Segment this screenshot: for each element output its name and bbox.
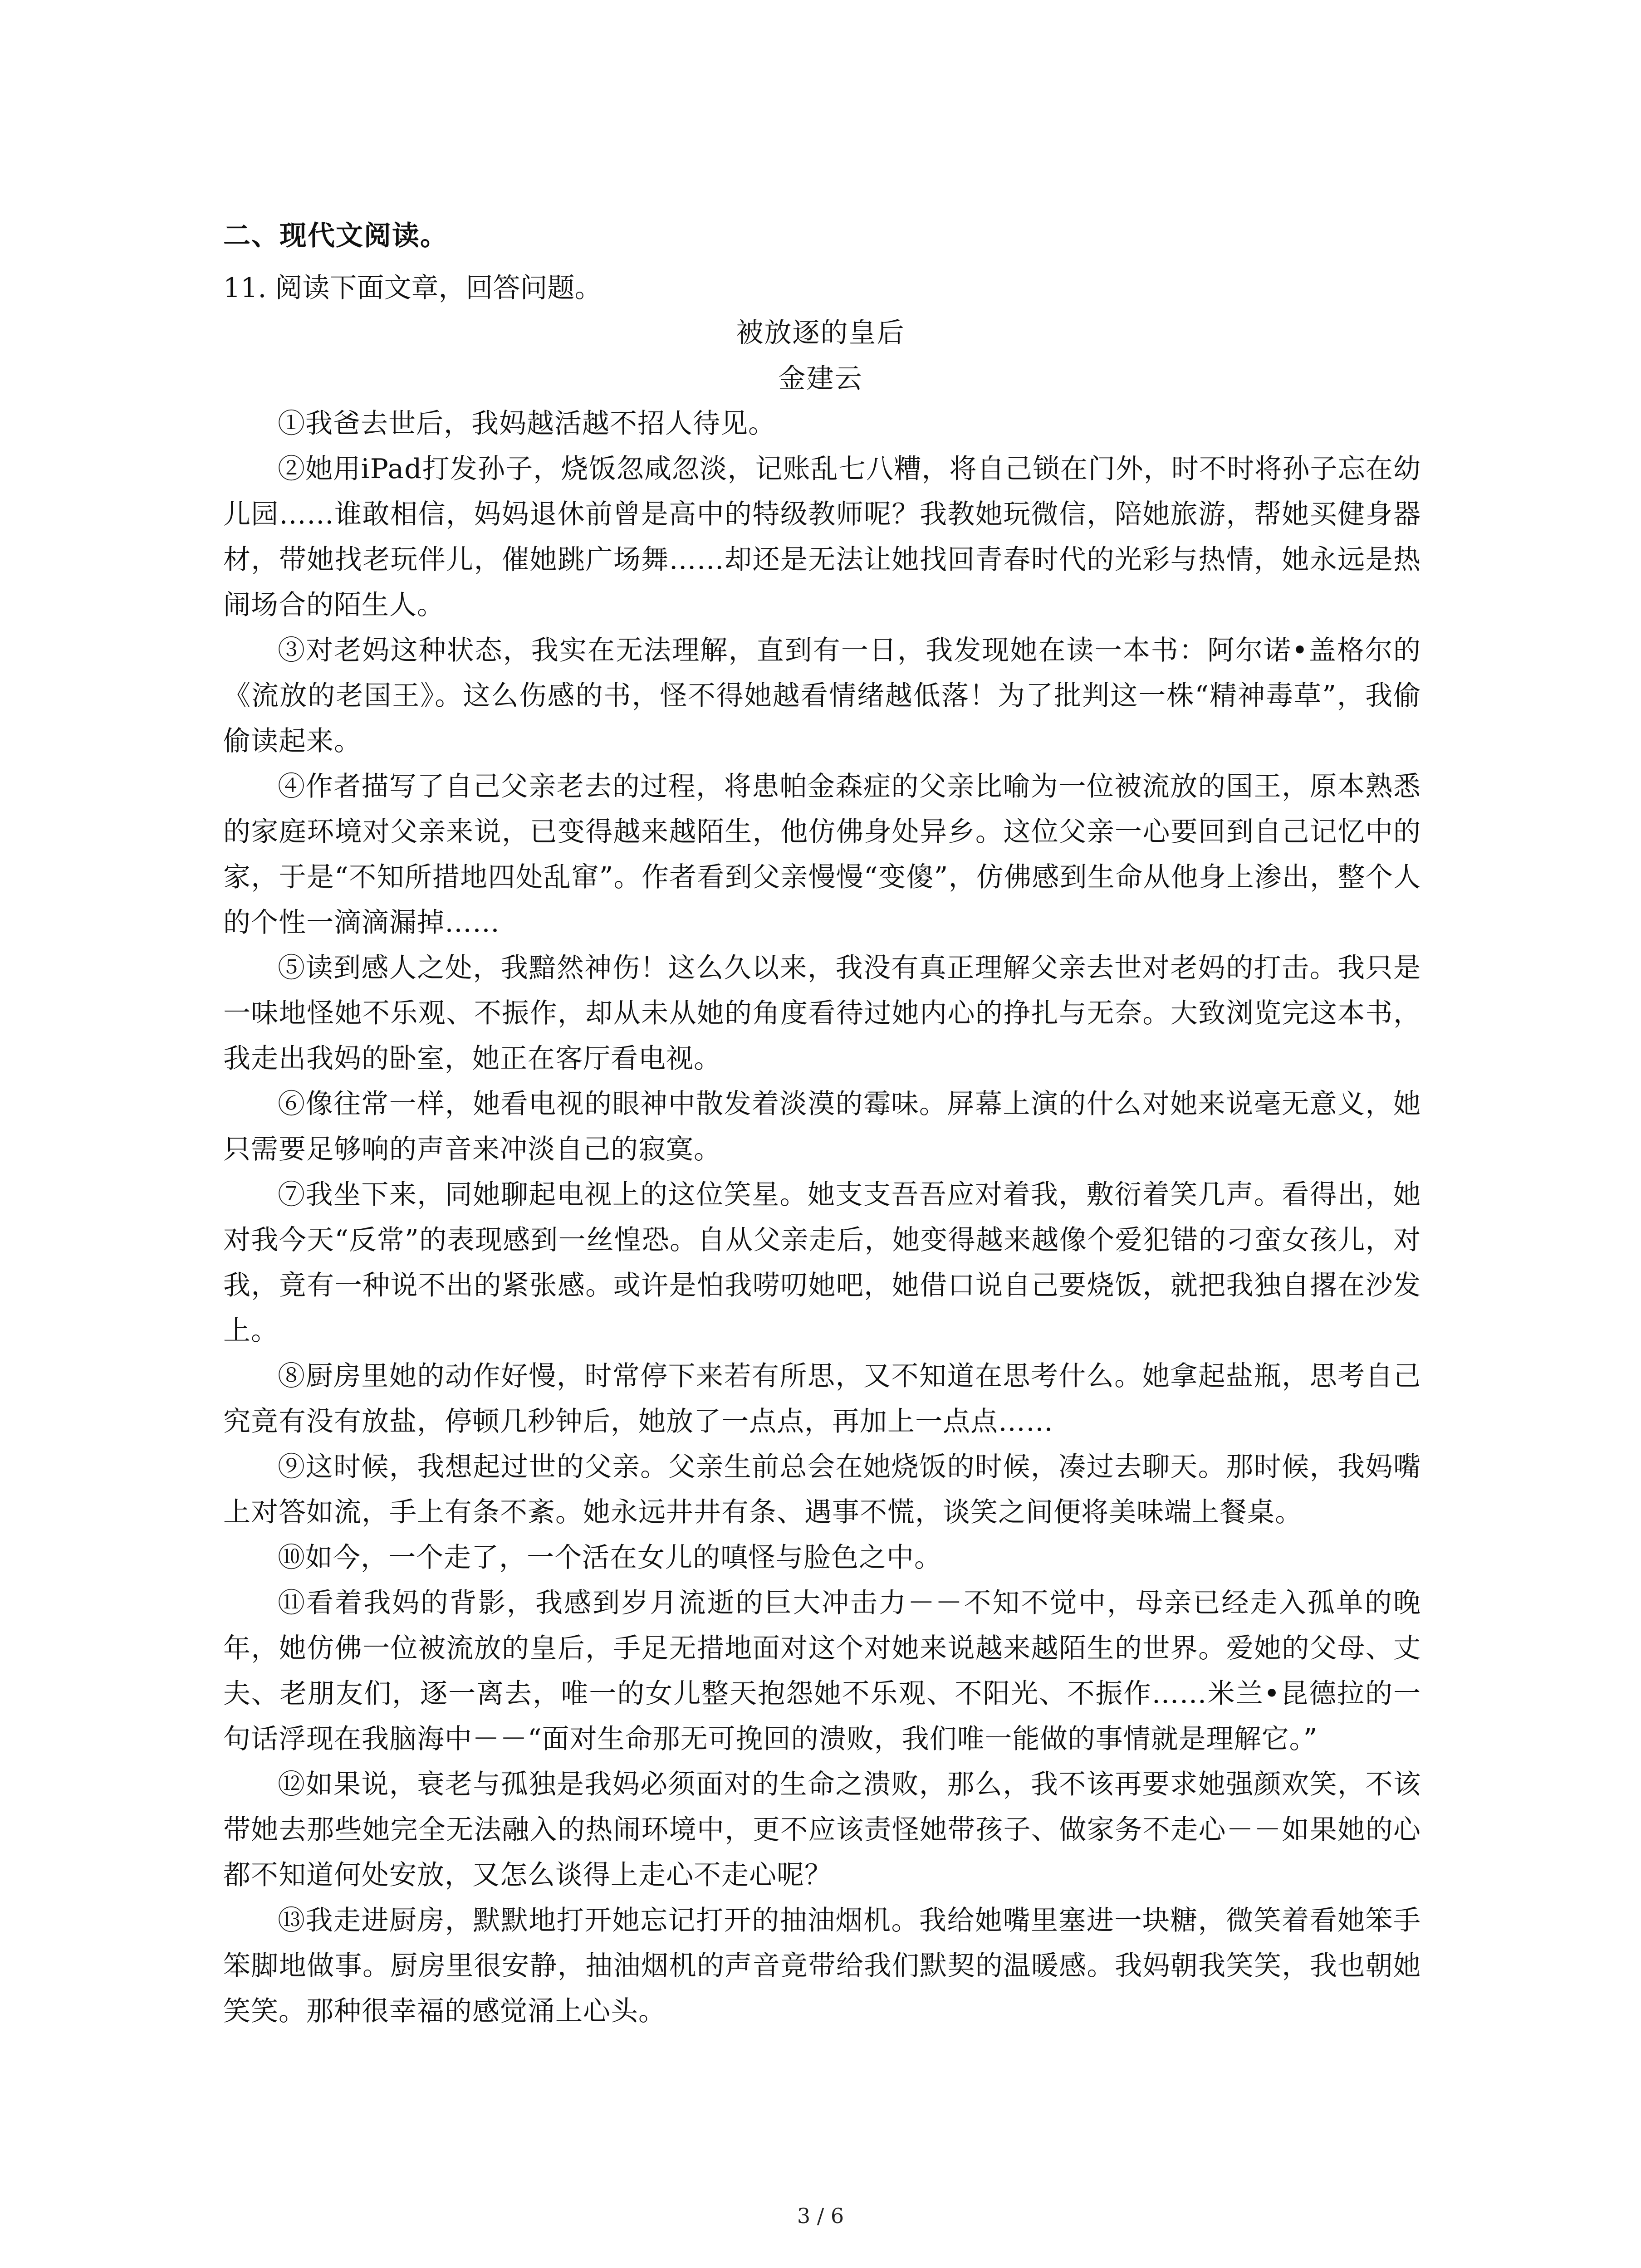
paragraph-1: ①我爸去世后，我妈越活越不招人待见。 [278,408,776,440]
paragraph-3: ③对老妈这种状态，我实在无法理解，直到有一日，我发现她在读一本书：阿尔诺•盖格尔的《流放的老国王》。这么伤感的书，怪不得她越看情绪越低落！为了批判这一株“精神毒草”，我偷偷读起来。 [223,635,1421,757]
paragraph-8: ⑧厨房里她的动作好慢，时常停下来若有所思，又不知道在思考什么。她拿起盐瓶，思考自己究竟有没有放盐，停顿几秒钟后，她放了一点点，再加上一点点…… [223,1360,1421,1437]
question-stem: 11. 阅读下面文章，回答问题。 [223,272,602,304]
paragraph-6: ⑥像往常一样，她看电视的眼神中散发着淡漠的霉味。屏幕上演的什么对她来说毫无意义，她只需要足够响的声音来冲淡自己的寂寞。 [223,1088,1421,1165]
section-heading: 二、现代文阅读。 [223,220,448,252]
article-author: 金建云 [778,363,863,395]
paragraph-12: ⑫如果说，衰老与孤独是我妈必须面对的生命之溃败，那么，我不该再要求她强颜欢笑，不该带她去那些她完全无法融入的热闹环境中，更不应该责怪她带孩子、做家务不走心－－如果她的心都不知道何处安放，又怎么谈得上走心不走心呢？ [223,1769,1421,1891]
article-title: 被放逐的皇后 [736,317,905,349]
paragraph-4: ④作者描写了自己父亲老去的过程，将患帕金森症的父亲比喻为一位被流放的国王，原本熟悉的家庭环境对父亲来说，已变得越来越陌生，他仿佛身处异乡。这位父亲一心要回到自己记忆中的家，于是“不知所措地四处乱窜”。作者看到父亲慢慢“变傻”，仿佛感到生命从他身上渗出，整个人的个性一滴滴漏掉…… [223,771,1421,938]
paragraph-9: ⑨这时候，我想起过世的父亲。父亲生前总会在她烧饭的时候，凑过去聊天。那时候，我妈嘴上对答如流，手上有条不紊。她永远井井有条、遇事不慌，谈笑之间便将美味端上餐桌。 [223,1451,1421,1528]
paragraph-11: ⑪看着我妈的背影，我感到岁月流逝的巨大冲击力－－不知不觉中，母亲已经走入孤单的晚年，她仿佛一位被流放的皇后，手足无措地面对这个对她来说越来越陌生的世界。爱她的父母、丈夫、老朋友们，逐一离去，唯一的女儿整天抱怨她不乐观、不阳光、不振作……米兰•昆德拉的一句话浮现在我脑海中－－“面对生命那无可挽回的溃败，我们唯一能做的事情就是理解它。” [223,1587,1421,1755]
paragraph-13: ⑬我走进厨房，默默地打开她忘记打开的抽油烟机。我给她嘴里塞进一块糖，微笑着看她笨手笨脚地做事。厨房里很安静，抽油烟机的声音竟带给我们默契的温暖感。我妈朝我笑笑，我也朝她笑笑。那种很幸福的感觉涌上心头。 [223,1905,1421,2027]
paragraph-10: ⑩如今，一个走了，一个活在女儿的嗔怪与脸色之中。 [278,1542,942,1574]
paragraph-7: ⑦我坐下来，同她聊起电视上的这位笑星。她支支吾吾应对着我，敷衍着笑几声。看得出，她对我今天“反常”的表现感到一丝惶恐。自从父亲走后，她变得越来越像个爱犯错的刁蛮女孩儿，对我，竟有一种说不出的紧张感。或许是怕我唠叨她吧，她借口说自己要烧饭，就把我独自撂在沙发上。 [223,1179,1421,1347]
page-number: 3 / 6 [797,2204,844,2228]
paragraph-5: ⑤读到感人之处，我黯然神伤！这么久以来，我没有真正理解父亲去世对老妈的打击。我只是一味地怪她不乐观、不振作，却从未从她的角度看待过她内心的挣扎与无奈。大致浏览完这本书，我走出我妈的卧室，她正在客厅看电视。 [223,952,1421,1075]
paragraph-2: ②她用iPad打发孙子，烧饭忽咸忽淡，记账乱七八糟，将自己锁在门外，时不时将孙子忘在幼儿园……谁敢相信，妈妈退休前曾是高中的特级教师呢？我教她玩微信，陪她旅游，帮她买健身器材，带她找老玩伴儿，催她跳广场舞……却还是无法让她找回青春时代的光彩与热情，她永远是热闹场合的陌生人。 [223,453,1421,621]
article-body [223,401,1421,2034]
